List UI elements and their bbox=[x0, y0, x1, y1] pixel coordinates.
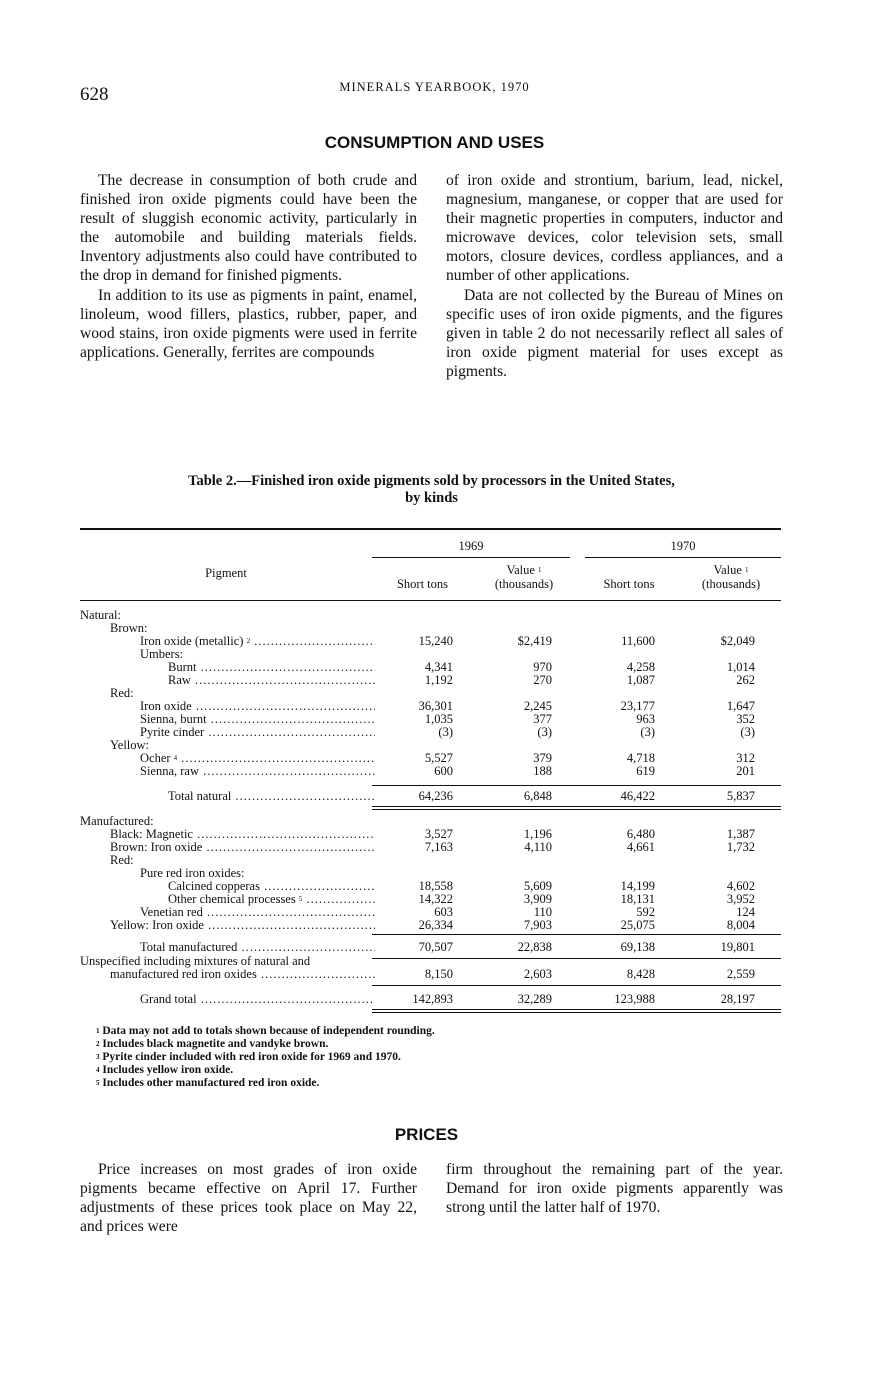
row-label bbox=[80, 739, 375, 752]
year-header-1970: 1970 bbox=[670, 539, 696, 553]
table-cell: 4,718 bbox=[626, 751, 655, 765]
row-label-text: Venetian red bbox=[140, 906, 203, 919]
table-cell: 619 bbox=[636, 764, 655, 778]
row-label bbox=[80, 828, 375, 841]
row-label-text: Yellow: bbox=[110, 739, 150, 752]
row-label-text: Sienna, burnt bbox=[140, 713, 207, 726]
table-cell: 592 bbox=[636, 905, 655, 919]
table-cell: 18,131 bbox=[620, 892, 655, 906]
table-cell: $2,049 bbox=[720, 634, 755, 648]
table-row bbox=[80, 854, 783, 867]
footnote bbox=[96, 1038, 435, 1051]
row-label-text: Unspecified including mixtures of natural and bbox=[80, 955, 311, 968]
table-row bbox=[80, 674, 783, 687]
footnote-ref: 5 bbox=[298, 895, 303, 903]
year-rule-1970 bbox=[585, 557, 781, 558]
row-label bbox=[80, 867, 375, 880]
table-cell: 32,289 bbox=[517, 992, 552, 1006]
row-label bbox=[80, 635, 375, 648]
table-cell: 188 bbox=[533, 764, 552, 778]
table-cell: 7,163 bbox=[424, 840, 453, 854]
table-cell: 8,150 bbox=[424, 967, 453, 981]
table-cell: 5,609 bbox=[523, 879, 552, 893]
table-cell: (3) bbox=[438, 725, 453, 739]
footnote-number: 4 bbox=[96, 1066, 100, 1074]
consumption-columns bbox=[80, 171, 783, 381]
table-cell: 201 bbox=[736, 764, 755, 778]
row-label-text: Raw bbox=[168, 674, 191, 687]
table-row bbox=[80, 752, 783, 765]
table-cell: 262 bbox=[736, 673, 755, 687]
table-row bbox=[80, 893, 783, 906]
row-label bbox=[80, 790, 375, 803]
footnote-number: 3 bbox=[96, 1053, 100, 1061]
table-row bbox=[80, 941, 783, 954]
table-cell: 1,387 bbox=[726, 827, 755, 841]
table-row bbox=[80, 765, 783, 778]
table-cell: 64,236 bbox=[418, 789, 453, 803]
table-row bbox=[80, 919, 783, 932]
table-cell: 15,240 bbox=[418, 634, 453, 648]
table-cell: 8,004 bbox=[726, 918, 755, 932]
table-cell: 270 bbox=[533, 673, 552, 687]
footnote-ref: 1 bbox=[745, 566, 749, 574]
table-cell: 14,322 bbox=[418, 892, 453, 906]
row-label bbox=[80, 919, 375, 932]
row-label bbox=[80, 815, 375, 828]
footnote-text: Includes other manufactured red iron oxide. bbox=[102, 1077, 320, 1089]
row-label-text: Ocher bbox=[140, 752, 171, 765]
row-label bbox=[80, 893, 375, 906]
table-cell: 600 bbox=[434, 764, 453, 778]
section-heading-prices: PRICES bbox=[394, 1125, 459, 1144]
row-label bbox=[80, 906, 375, 919]
left-column bbox=[80, 171, 417, 381]
table-cell: 6,480 bbox=[626, 827, 655, 841]
prices-columns bbox=[80, 1160, 783, 1236]
table-cell: 963 bbox=[636, 712, 655, 726]
footnote-ref: 4 bbox=[173, 754, 178, 762]
right-column bbox=[446, 1160, 783, 1236]
footnotes bbox=[96, 1025, 435, 1090]
table-row bbox=[80, 968, 783, 981]
row-label-text: Other chemical processes bbox=[168, 893, 296, 906]
row-label-text: Umbers: bbox=[140, 648, 184, 661]
row-label-text: Pure red iron oxides: bbox=[140, 867, 245, 880]
row-label-text: Natural: bbox=[80, 609, 121, 622]
table-cell: 3,909 bbox=[523, 892, 552, 906]
footnote bbox=[96, 1025, 435, 1038]
table-cell: 4,341 bbox=[424, 660, 453, 674]
table-cell: 22,838 bbox=[517, 940, 552, 954]
table-cell: 46,422 bbox=[620, 789, 655, 803]
row-label-text: Iron oxide (metallic) bbox=[140, 635, 244, 648]
value-header bbox=[478, 563, 570, 591]
table-cell: 8,428 bbox=[626, 967, 655, 981]
footnote-text: Data may not add to totals shown because of independent rounding. bbox=[102, 1025, 435, 1037]
table-cell: 36,301 bbox=[418, 699, 453, 713]
value-label: Value bbox=[713, 563, 742, 577]
table-cell: 970 bbox=[533, 660, 552, 674]
table-cell: $2,419 bbox=[517, 634, 552, 648]
table-cell: 3,952 bbox=[726, 892, 755, 906]
table-cell: 6,848 bbox=[523, 789, 552, 803]
row-label bbox=[80, 941, 375, 954]
footnote-number: 2 bbox=[96, 1040, 100, 1048]
row-label bbox=[80, 968, 375, 981]
row-label-text: Yellow: Iron oxide bbox=[110, 919, 204, 932]
row-label bbox=[80, 661, 375, 674]
row-label-text: Black: Magnetic bbox=[110, 828, 193, 841]
row-label-text: Red: bbox=[110, 687, 134, 700]
table-cell: 28,197 bbox=[720, 992, 755, 1006]
row-label-text: Brown: Iron oxide bbox=[110, 841, 203, 854]
table-row bbox=[80, 713, 783, 726]
table-cell: 11,600 bbox=[621, 634, 655, 648]
row-label bbox=[80, 841, 375, 854]
paragraph: Data are not collected by the Bureau of Mines on specific uses of iron oxide pigments, and the figures given in table 2 do not necessarily reflect all sales of iron oxide pigment material for uses except as pigments. bbox=[446, 286, 783, 380]
table-cell: 123,988 bbox=[614, 992, 655, 1006]
footnote-text: Includes yellow iron oxide. bbox=[102, 1064, 234, 1076]
thousands-label: (thousands) bbox=[701, 577, 761, 591]
table-cell: 603 bbox=[434, 905, 453, 919]
table-cell: 377 bbox=[533, 712, 552, 726]
table-cell: 1,732 bbox=[726, 840, 755, 854]
table-cell: 352 bbox=[736, 712, 755, 726]
row-label-text: Total natural bbox=[168, 790, 232, 803]
paragraph: firm throughout the remaining part of the year. Demand for iron oxide pigments apparently was strong until the latter half of 1970. bbox=[446, 1161, 783, 1217]
row-label-text: manufactured red iron oxides bbox=[110, 968, 257, 981]
row-label-text: Pyrite cinder bbox=[140, 726, 205, 739]
row-label-text: Grand total bbox=[140, 993, 197, 1006]
value-header bbox=[683, 563, 779, 591]
table-row bbox=[80, 726, 783, 739]
row-label bbox=[80, 726, 375, 739]
table-row bbox=[80, 790, 783, 803]
table-cell: (3) bbox=[740, 725, 755, 739]
footnote-text: Pyrite cinder included with red iron oxide for 1969 and 1970. bbox=[102, 1051, 401, 1063]
row-label-text: Sienna, raw bbox=[140, 765, 200, 778]
running-head: MINERALS YEARBOOK, 1970 bbox=[339, 80, 530, 94]
table-cell: 1,014 bbox=[726, 660, 755, 674]
row-label-text: Total manufactured bbox=[140, 941, 238, 954]
value-label: Value bbox=[506, 563, 535, 577]
row-label bbox=[80, 713, 375, 726]
subtotal-rule bbox=[372, 985, 781, 986]
row-label-text: Red: bbox=[110, 854, 134, 867]
table-cell: 1,192 bbox=[424, 673, 453, 687]
right-column bbox=[446, 171, 783, 381]
subtotal-rule bbox=[372, 958, 781, 959]
year-rule-1969 bbox=[372, 557, 570, 558]
table-cell: 5,837 bbox=[726, 789, 755, 803]
table-row bbox=[80, 841, 783, 854]
row-label bbox=[80, 752, 375, 765]
table-cell: 1,087 bbox=[626, 673, 655, 687]
row-label bbox=[80, 622, 375, 635]
paragraph: In addition to its use as pigments in paint, enamel, linoleum, wood fillers, plastics, rubber, paper, and wood stains, iron oxide pigments were used in ferrite applications. Generally, ferrites are compounds bbox=[80, 286, 417, 361]
table-cell: 2,245 bbox=[523, 699, 552, 713]
table-cell: 3,527 bbox=[424, 827, 453, 841]
row-label bbox=[80, 700, 375, 713]
table-cell: 19,801 bbox=[720, 940, 755, 954]
paragraph: Price increases on most grades of iron oxide pigments became effective on April 17. Further adjustments of these prices took place on May 22, and prices were bbox=[80, 1161, 417, 1236]
row-label bbox=[80, 854, 375, 867]
row-label-text: Calcined copperas bbox=[168, 880, 260, 893]
row-label bbox=[80, 687, 375, 700]
row-label bbox=[80, 765, 375, 778]
row-label bbox=[80, 993, 375, 1006]
table-cell: 1,196 bbox=[523, 827, 552, 841]
year-header-1969: 1969 bbox=[458, 539, 484, 553]
table-cell: 2,559 bbox=[726, 967, 755, 981]
page-number: 628 bbox=[80, 84, 109, 105]
table-row bbox=[80, 635, 783, 648]
table-cell: 142,893 bbox=[412, 992, 453, 1006]
table-cell: 110 bbox=[533, 905, 552, 919]
row-label-text: Brown: bbox=[110, 622, 148, 635]
table-cell: 7,903 bbox=[523, 918, 552, 932]
section-heading-consumption: CONSUMPTION AND USES bbox=[324, 133, 545, 152]
subtotal-rule bbox=[372, 785, 781, 786]
left-column bbox=[80, 1160, 417, 1236]
table-cell: 18,558 bbox=[418, 879, 453, 893]
row-label bbox=[80, 674, 375, 687]
table-cell: 1,647 bbox=[726, 699, 755, 713]
row-label bbox=[80, 880, 375, 893]
header-bottom-rule bbox=[80, 600, 781, 601]
table-cell: 4,110 bbox=[524, 840, 552, 854]
row-label-text: Burnt bbox=[168, 661, 197, 674]
subtotal-rule bbox=[372, 934, 781, 935]
table-row bbox=[80, 609, 783, 622]
table-cell: 4,661 bbox=[626, 840, 655, 854]
footnote bbox=[96, 1051, 435, 1064]
footnote-ref: 2 bbox=[246, 637, 251, 645]
table-cell: (3) bbox=[640, 725, 655, 739]
row-label bbox=[80, 648, 375, 661]
short-tons-header: Short tons bbox=[603, 577, 655, 591]
table-title-line: by kinds bbox=[405, 490, 458, 506]
row-label bbox=[80, 955, 375, 968]
table-cell: 4,602 bbox=[726, 879, 755, 893]
footnote-number: 1 bbox=[96, 1027, 100, 1035]
footnote bbox=[96, 1064, 435, 1077]
table-cell: 4,258 bbox=[626, 660, 655, 674]
table-cell: 23,177 bbox=[620, 699, 655, 713]
table-cell: (3) bbox=[537, 725, 552, 739]
table-cell: 2,603 bbox=[523, 967, 552, 981]
table-cell: 312 bbox=[736, 751, 755, 765]
table-cell: 26,334 bbox=[418, 918, 453, 932]
table-cell: 70,507 bbox=[418, 940, 453, 954]
table-cell: 5,527 bbox=[424, 751, 453, 765]
footnote bbox=[96, 1077, 435, 1090]
table-title bbox=[80, 473, 783, 507]
grand-total-double-rule bbox=[372, 1009, 781, 1013]
table-cell: 124 bbox=[736, 905, 755, 919]
table-cell: 25,075 bbox=[620, 918, 655, 932]
footnote-text: Includes black magnetite and vandyke brown. bbox=[102, 1038, 329, 1050]
pigment-column-header: Pigment bbox=[205, 566, 247, 580]
table-row bbox=[80, 993, 783, 1006]
row-label bbox=[80, 609, 375, 622]
row-label-text: Manufactured: bbox=[80, 815, 154, 828]
total-double-rule bbox=[372, 806, 781, 810]
table-title-line: Table 2.—Finished iron oxide pigments sold by processors in the United States, bbox=[188, 473, 675, 489]
footnote-number: 5 bbox=[96, 1079, 100, 1087]
thousands-label: (thousands) bbox=[494, 577, 554, 591]
short-tons-header: Short tons bbox=[396, 577, 449, 591]
table-cell: 14,199 bbox=[620, 879, 655, 893]
table-cell: 69,138 bbox=[620, 940, 655, 954]
footnote-ref: 1 bbox=[538, 566, 542, 574]
table-cell: 1,035 bbox=[424, 712, 453, 726]
row-label-text: Iron oxide bbox=[140, 700, 192, 713]
table-cell: 379 bbox=[533, 751, 552, 765]
paragraph: of iron oxide and strontium, barium, lead, nickel, magnesium, manganese, or copper that are used for their magnetic properties in computers, inductor and microwave devices, color television sets, small motors, closure devices, cordless appliances, and a number of other applications. bbox=[446, 172, 783, 285]
table-top-rule bbox=[80, 528, 781, 530]
paragraph: The decrease in consumption of both crude and finished iron oxide pigments could have been the result of sluggish economic activity, particularly in the automobile and building materials fields. Inventory adjustments also could have contributed to the drop in demand for finished pigments. bbox=[80, 172, 417, 285]
